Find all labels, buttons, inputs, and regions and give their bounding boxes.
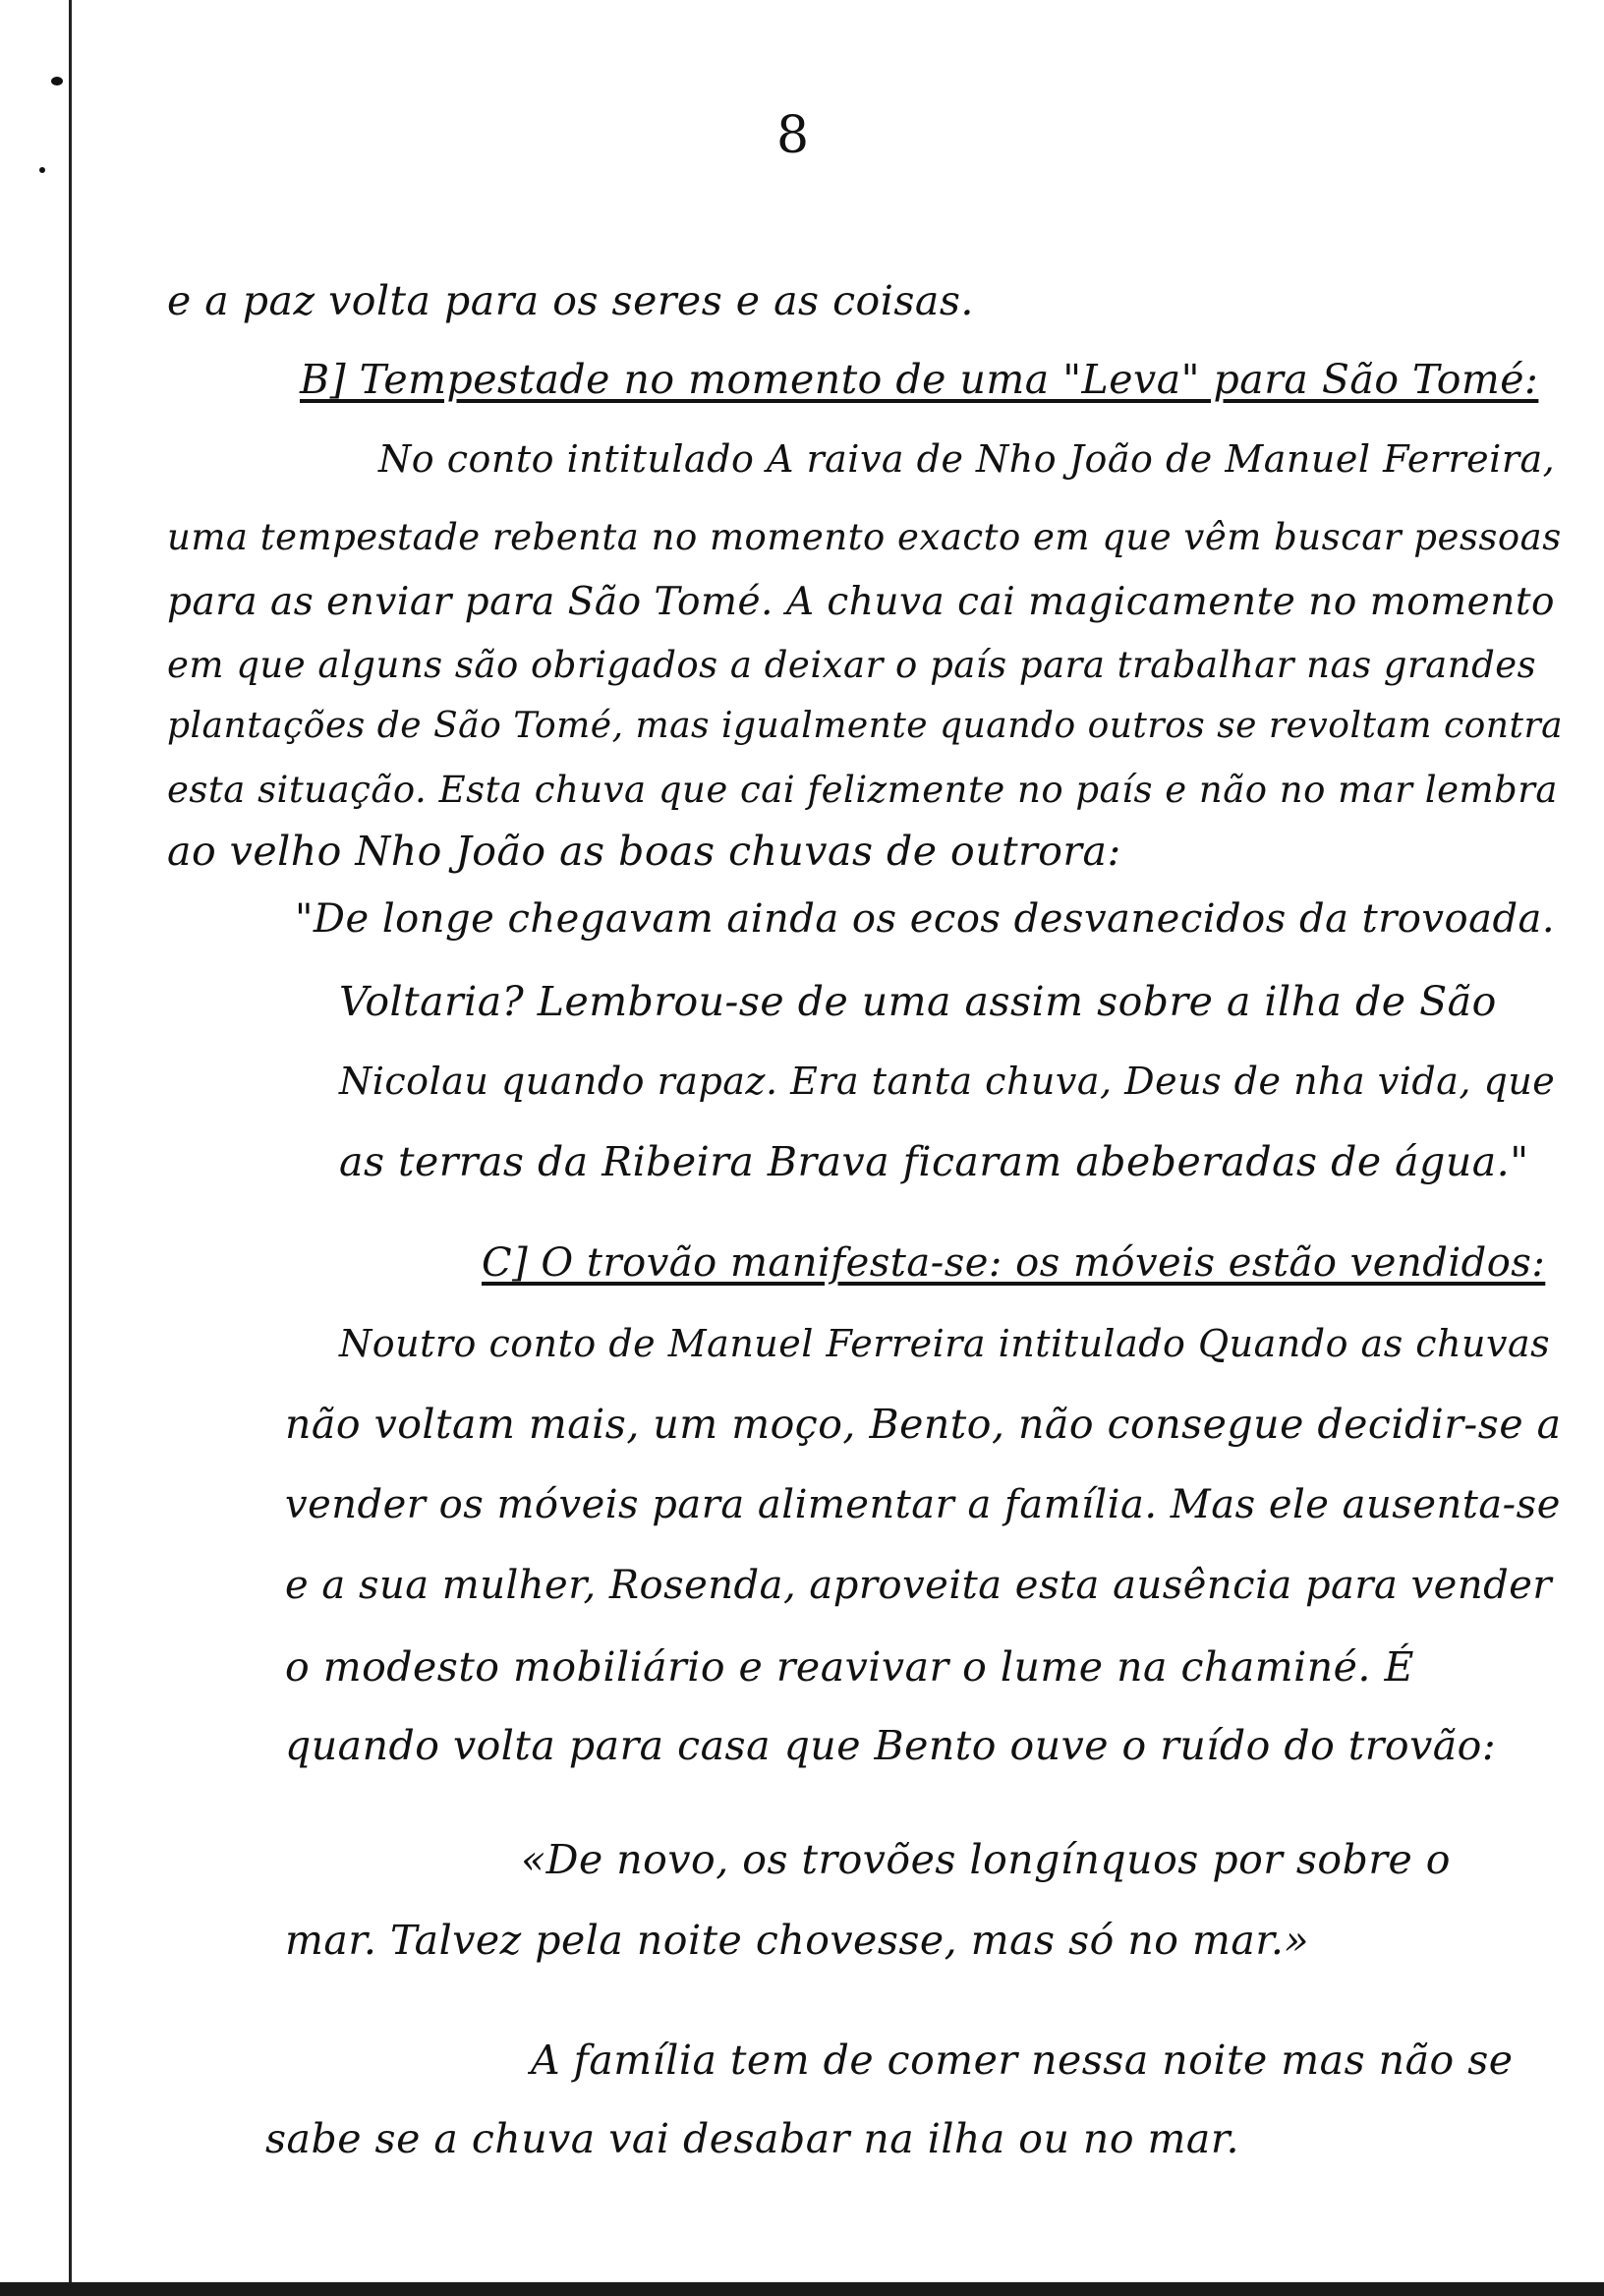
section-heading: C] O trovão manifesta-se: os móveis estão vendidos:: [482, 1240, 1546, 1286]
text-line: ao velho Nho João as boas chuvas de outrora:: [167, 828, 1121, 875]
quote-line: «De novo, os trovões longínquos por sobre o: [521, 1836, 1451, 1883]
left-margin-rule: [69, 0, 72, 2296]
text-line: não voltam mais, um moço, Bento, não consegue decidir-se a: [285, 1401, 1562, 1448]
text-line: sabe se a chuva vai desabar na ilha ou no mar.: [265, 2115, 1240, 2162]
text-line: plantações de São Tomé, mas igualmente quando outros se revoltam contra: [167, 706, 1564, 746]
text-line: e a sua mulher, Rosenda, aproveita esta ausência para vender: [285, 1563, 1553, 1608]
quote-line: as terras da Ribeira Brava ficaram abeberadas de água.": [339, 1138, 1529, 1185]
text-line: Noutro conto de Manuel Ferreira intitulado Quando as chuvas: [339, 1322, 1551, 1365]
section-heading: B] Tempestade no momento de uma "Leva" para São Tomé:: [300, 356, 1539, 403]
text-line: e a paz volta para os seres e as coisas.: [167, 277, 974, 324]
scan-bottom-edge: [0, 2282, 1604, 2296]
page-number: 8: [776, 106, 810, 165]
quote-line: Nicolau quando rapaz. Era tanta chuva, Deus de nha vida, que: [339, 1060, 1556, 1103]
text-line: vender os móveis para alimentar a família. Mas ele ausenta-se: [285, 1482, 1561, 1527]
scan-mark: [51, 77, 63, 86]
quote-line: mar. Talvez pela noite chovesse, mas só no mar.»: [285, 1917, 1310, 1964]
quote-line: "De longe chegavam ainda os ecos desvanecidos da trovoada.: [295, 896, 1556, 942]
text-line: A família tem de comer nessa noite mas não se: [531, 2037, 1514, 2084]
scan-mark: [39, 167, 45, 173]
text-line: para as enviar para São Tomé. A chuva cai magicamente no momento: [167, 580, 1556, 624]
text-line: o modesto mobiliário e reavivar o lume na chaminé. É: [285, 1643, 1414, 1691]
text-line: uma tempestade rebenta no momento exacto em que vêm buscar pessoas: [167, 516, 1562, 558]
text-line: quando volta para casa que Bento ouve o ruído do trovão:: [285, 1722, 1497, 1769]
text-line: No conto intitulado A raiva de Nho João de Manuel Ferreira,: [378, 437, 1556, 481]
text-line: esta situação. Esta chuva que cai felizmente no país e não no mar lembra: [167, 769, 1558, 811]
text-line: em que alguns são obrigados a deixar o país para trabalhar nas grandes: [167, 644, 1537, 686]
quote-line: Voltaria? Lembrou-se de uma assim sobre a ilha de São: [339, 978, 1497, 1025]
